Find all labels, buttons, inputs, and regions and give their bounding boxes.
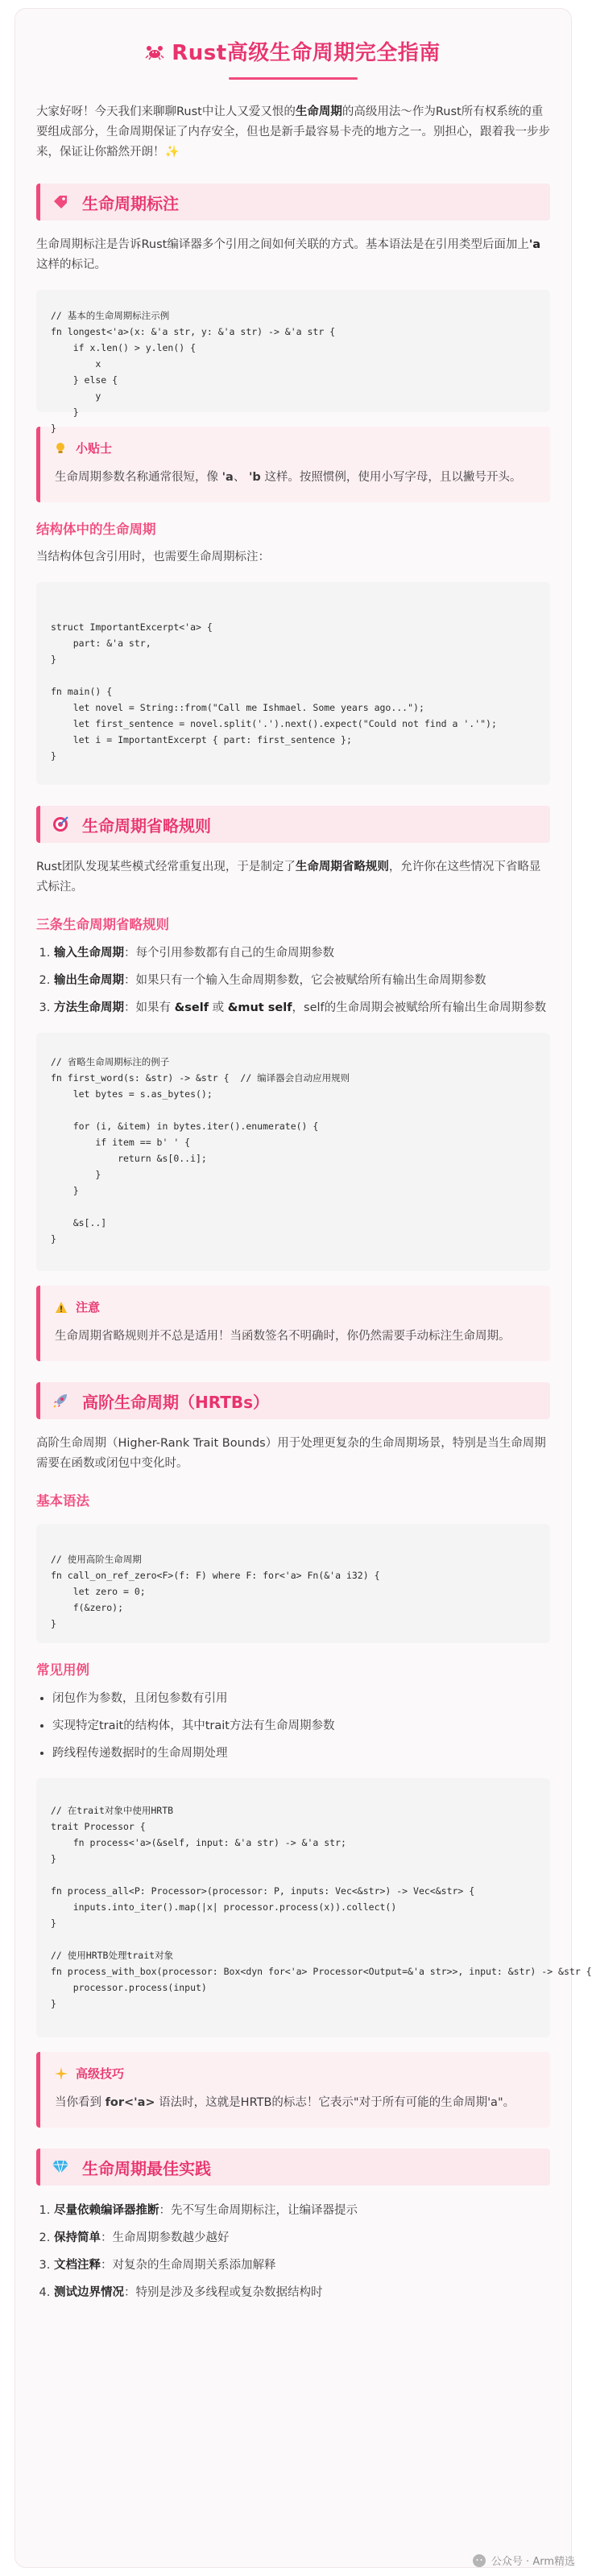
rule-code: &self bbox=[174, 1001, 209, 1014]
section-heading-hrtbs bbox=[36, 1382, 550, 1419]
tip-title: 小贴士 bbox=[76, 441, 113, 456]
warning-box bbox=[36, 1286, 550, 1361]
tip-code-a: 'a bbox=[221, 471, 234, 484]
rule-bold: 方法生命周期 bbox=[54, 1001, 124, 1014]
code-block-first-word: // 省略生命周期标注的例子 fn first_word(s: &str) -> &str { // 编译器会自动应用规则 let bytes = s.as_bytes(); for (i, &item) in bytes.iter().enumerate() { if item == b' ' { return &s[0..i]; } } &s[..] } bbox=[36, 1033, 550, 1271]
intro-text-1: 大家好呀！今天我们来聊聊Rust中让人又爱又恨的 bbox=[36, 105, 296, 118]
sec1-desc-a: 生命周期标注是告诉Rust编译器多个引用之间如何关联的方式。基本语法是在引用类型后面加上 bbox=[36, 238, 529, 251]
list-item bbox=[54, 2227, 550, 2248]
section-heading-text: 生命周期最佳实践 bbox=[82, 2158, 211, 2178]
page-title bbox=[36, 36, 550, 66]
tip-header bbox=[55, 440, 536, 456]
list-item bbox=[54, 2255, 550, 2276]
section-heading-text: 生命周期标注 bbox=[82, 193, 179, 213]
tip-box bbox=[36, 427, 550, 502]
list-item bbox=[54, 997, 550, 1018]
code-block-longest: // 基本的生命周期标注示例 fn longest<'a>(x: &'a str, y: &'a str) -> &'a str { if x.len() > y.len() { x } else { y } } bbox=[36, 290, 550, 412]
practice-text: ：生命周期参数越少越好 bbox=[101, 2231, 230, 2244]
article-body bbox=[15, 36, 592, 2303]
list-item bbox=[54, 943, 550, 964]
sec1-desc-code: 'a bbox=[528, 238, 541, 251]
advanced-tip-box bbox=[36, 2052, 550, 2128]
adv-tip-text-a: 当你看到 bbox=[55, 2096, 101, 2109]
use-cases-list bbox=[36, 1688, 550, 1764]
list-item: • 跨线程传递数据时的生命周期处理 bbox=[52, 1743, 550, 1764]
best-practices-list bbox=[36, 2200, 550, 2303]
list-item: • 闭包作为参数，且闭包参数有引用 bbox=[52, 1688, 550, 1709]
rocket-icon bbox=[52, 1392, 69, 1410]
tag-icon bbox=[52, 193, 69, 211]
tip-text-a: 生命周期参数名称通常很短，像 bbox=[55, 471, 218, 484]
advanced-tip-title: 高级技巧 bbox=[76, 2066, 125, 2081]
warning-title: 注意 bbox=[76, 1300, 101, 1315]
practice-text: ：特别是涉及多线程或复杂数据结构时 bbox=[124, 2286, 323, 2299]
sec1-description bbox=[36, 235, 550, 275]
elision-rules-list bbox=[36, 943, 550, 1018]
code-block-processor: // 在trait对象中使用HRTB trait Processor { fn process<'a>(&self, input: &'a str) -> &'a str; } fn process_all<P: Processor>(processor: P, inputs: Vec<&str>) -> Vec<&str> { inputs.into_iter().map(|x| processor.process(x)).collect() } // 使用HRTB处理trait对象 fn process_with_box(processor: Box<dyn for<'a> Processor<Output=&'a str>>, input: &str) -> &str { processor.process(input) } bbox=[36, 1778, 550, 2037]
sec2-description bbox=[36, 857, 550, 898]
intro-text-2: 的高级用法～作为Rust所有权系统的重要组成部分，生命周期保证了内存安全，但也是新手最容易卡壳的地方之一。别担心，跟着我一步步来，保证让你豁然开朗！✨ bbox=[36, 105, 550, 159]
rule-text: 或 bbox=[209, 1001, 228, 1014]
advanced-tip-header bbox=[55, 2065, 536, 2082]
section-heading-text: 高阶生命周期（HRTBs） bbox=[82, 1392, 270, 1412]
diamond-icon bbox=[52, 2158, 69, 2176]
tip-body bbox=[55, 468, 536, 488]
sec1-desc-b: 这样的标记。 bbox=[36, 258, 106, 271]
warning-header bbox=[55, 1298, 536, 1315]
advanced-tip-body bbox=[55, 2093, 536, 2113]
sparkle-icon bbox=[55, 2067, 68, 2080]
subheading-struct-lifetimes: 结构体中的生命周期 bbox=[36, 522, 156, 537]
tip-code-b: 'b bbox=[248, 471, 261, 484]
rule-bold: 输入生命周期 bbox=[54, 947, 124, 960]
list-item bbox=[54, 2282, 550, 2303]
sec2-desc-c: ，允许你在这些情况下省略显式标注。 bbox=[36, 861, 541, 894]
wechat-watermark bbox=[472, 2553, 575, 2568]
section-heading-text: 生命周期省略规则 bbox=[82, 815, 211, 836]
struct-lifetimes-desc: 当结构体包含引用时，也需要生命周期标注： bbox=[36, 551, 270, 564]
subheading-use-cases: 常见用例 bbox=[36, 1662, 89, 1678]
lightbulb-icon bbox=[55, 442, 68, 455]
rule-text: ：每个引用参数都有自己的生命周期参数 bbox=[124, 947, 334, 960]
rule-text: ，self的生命周期会被赋给所有输出生命周期参数 bbox=[292, 1001, 547, 1014]
sec3-description: 高阶生命周期（Higher-Rank Trait Bounds）用于处理更复杂的生命周期场景，特别是当生命周期需要在函数或闭包中变化时。 bbox=[36, 1437, 546, 1470]
list-item bbox=[54, 970, 550, 991]
target-icon bbox=[52, 815, 69, 833]
section-heading-elision bbox=[36, 806, 550, 843]
crab-icon bbox=[146, 42, 164, 66]
intro-bold: 生命周期 bbox=[295, 105, 342, 118]
sec2-desc-a: Rust团队发现某些模式经常重复出现，于是制定了 bbox=[36, 861, 296, 873]
subheading-basic-syntax: 基本语法 bbox=[36, 1493, 89, 1509]
sec2-desc-bold: 生命周期省略规则 bbox=[295, 861, 389, 873]
code-block-hrtb-basic: // 使用高阶生命周期 fn call_on_ref_zero<F>(f: F) where F: for<'a> Fn(&'a i32) { let zero = 0; f(&zero); } bbox=[36, 1524, 550, 1643]
subheading-three-rules: 三条生命周期省略规则 bbox=[36, 917, 169, 932]
watermark-text: 公众号 · Arm精选 bbox=[491, 2556, 575, 2568]
practice-text: ：先不写生命周期标注，让编译器提示 bbox=[159, 2204, 358, 2217]
list-item: • 实现特定trait的结构体，其中trait方法有生命周期参数 bbox=[52, 1715, 550, 1736]
tip-text-b: 这样。按照惯例，使用小写字母，且以撇号开头。 bbox=[264, 471, 522, 484]
practice-text: ：对复杂的生命周期关系添加解释 bbox=[101, 2259, 276, 2272]
wechat-icon bbox=[472, 2553, 486, 2568]
rule-text: ：如果有 bbox=[124, 1001, 175, 1014]
warning-body: 生命周期省略规则并不总是适用！当函数签名不明确时，你仍然需要手动标注生命周期。 bbox=[55, 1330, 511, 1343]
code-block-struct: struct ImportantExcerpt<'a> { part: &'a str, } fn main() { let novel = String::from("Call me Ishmael. Some years ago..."); let first_sentence = novel.split('.').next().expect("Could not find a '.'"); let i = ImportantExcerpt { part: first_sentence }; } bbox=[36, 582, 550, 785]
tip-sep: 、 bbox=[233, 471, 246, 484]
section-heading-lifetime-annotation bbox=[36, 184, 550, 221]
practice-bold: 尽量依赖编译器推断 bbox=[54, 2204, 159, 2217]
rule-text: ：如果只有一个输入生命周期参数，它会被赋给所有输出生命周期参数 bbox=[124, 974, 486, 987]
warning-icon bbox=[55, 1301, 68, 1314]
intro-paragraph bbox=[36, 102, 550, 163]
section-heading-best-practices bbox=[36, 2149, 550, 2186]
adv-tip-text-b: 语法时，这就是HRTB的标志！它表示"对于所有可能的生命周期'a"。 bbox=[159, 2096, 515, 2109]
rule-code: &mut self bbox=[227, 1001, 292, 1014]
practice-bold: 文档注释 bbox=[54, 2259, 101, 2272]
rule-bold: 输出生命周期 bbox=[54, 974, 124, 987]
article-card bbox=[14, 8, 592, 2568]
practice-bold: 测试边界情况 bbox=[54, 2286, 124, 2299]
title-underline bbox=[229, 77, 358, 80]
page-title-text: Rust高级生命周期完全指南 bbox=[172, 41, 441, 65]
list-item bbox=[54, 2200, 550, 2221]
practice-bold: 保持简单 bbox=[54, 2231, 101, 2244]
adv-tip-code: for<'a> bbox=[105, 2096, 155, 2109]
